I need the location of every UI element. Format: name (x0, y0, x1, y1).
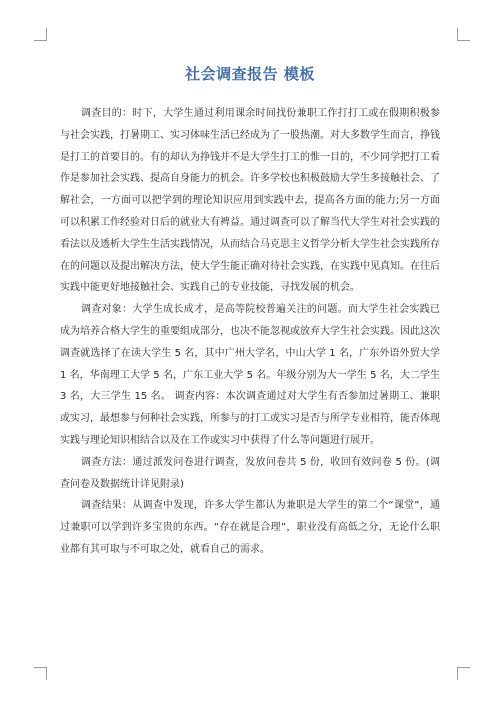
crop-mark-bottom-right (457, 667, 470, 680)
paragraph-purpose: 调查目的：时下，大学生通过利用课余时间找份兼职工作打打工或在假期积极参与社会实践，打暑期工、实习体味生活已经成为了一股热潮。对大多数学生而言，挣钱是打工的首要目的。有的却认为挣钱并不是大学生打工的惟一目的，不少同学把打工看作是参加社会实践、提高自身能力的机会。许多学校也积极鼓励大学生多接触社会、了解社会，一方面可以把学到的理论知识应用到实践中去，提高各方面的能力;另一方面可以积累工作经验对日后的就业大有裨益。通过调查可以了解当代大学生对社会实践的看法以及透析大学生生活实践情况，从而结合马克思主义哲学分析大学生社会实践所存在的问题以及提出解决方法，使大学生能正确对待社会实践，在实践中见真知。在往后实践中能更好地接触社会、实践自己的专业技能，寻找发展的机会。 (60, 108, 440, 294)
crop-mark-bottom-left (34, 667, 47, 680)
paragraph-method: 调查方法：通过派发问卷进行调查，发放问卷共 5 份，收回有效问卷 5 份。(调查问卷及数据统计详见附录) (60, 456, 440, 490)
paragraph-results: 调查结果：从调查中发现，许多大学生都认为兼职是大学生的第二个“课堂”，通过兼职可以学到许多宝贵的东西。“存在就是合理”，职业没有高低之分，无论什么职业都有其可取与不可取之处，就看自己的需求。 (60, 500, 440, 555)
document-body (60, 103, 440, 561)
document-title: 社会调查报告 模板 (185, 65, 315, 83)
crop-mark-top-right (457, 28, 470, 41)
paragraph-subjects-content: 调查对象：大学生成长成才，是高等院校普遍关注的问题。而大学生社会实践已成为培养合格大学生的重要组成部分，也决不能忽视或放弃大学生社会实践。因此这次调查就选择了在读大学生 5 名，其中广州大学名，中山大学 1 名，广东外语外贸大学 1 名，华南理工大学 5 名，广东工业大学 5 名。年级分别为大一学生 5 名，大二学生 3 名，大三学生 15 名。 调查内容：本次调查通过对大学生有否参加过暑期工、兼职或实习，最想参与何种社会实践，所参与的打工或实习是否与所学专业相符，能否体现实践与理论知识相结合以及在工作或实习中获得了什么等问题进行展开。 (60, 304, 440, 446)
crop-mark-top-left (34, 28, 47, 41)
